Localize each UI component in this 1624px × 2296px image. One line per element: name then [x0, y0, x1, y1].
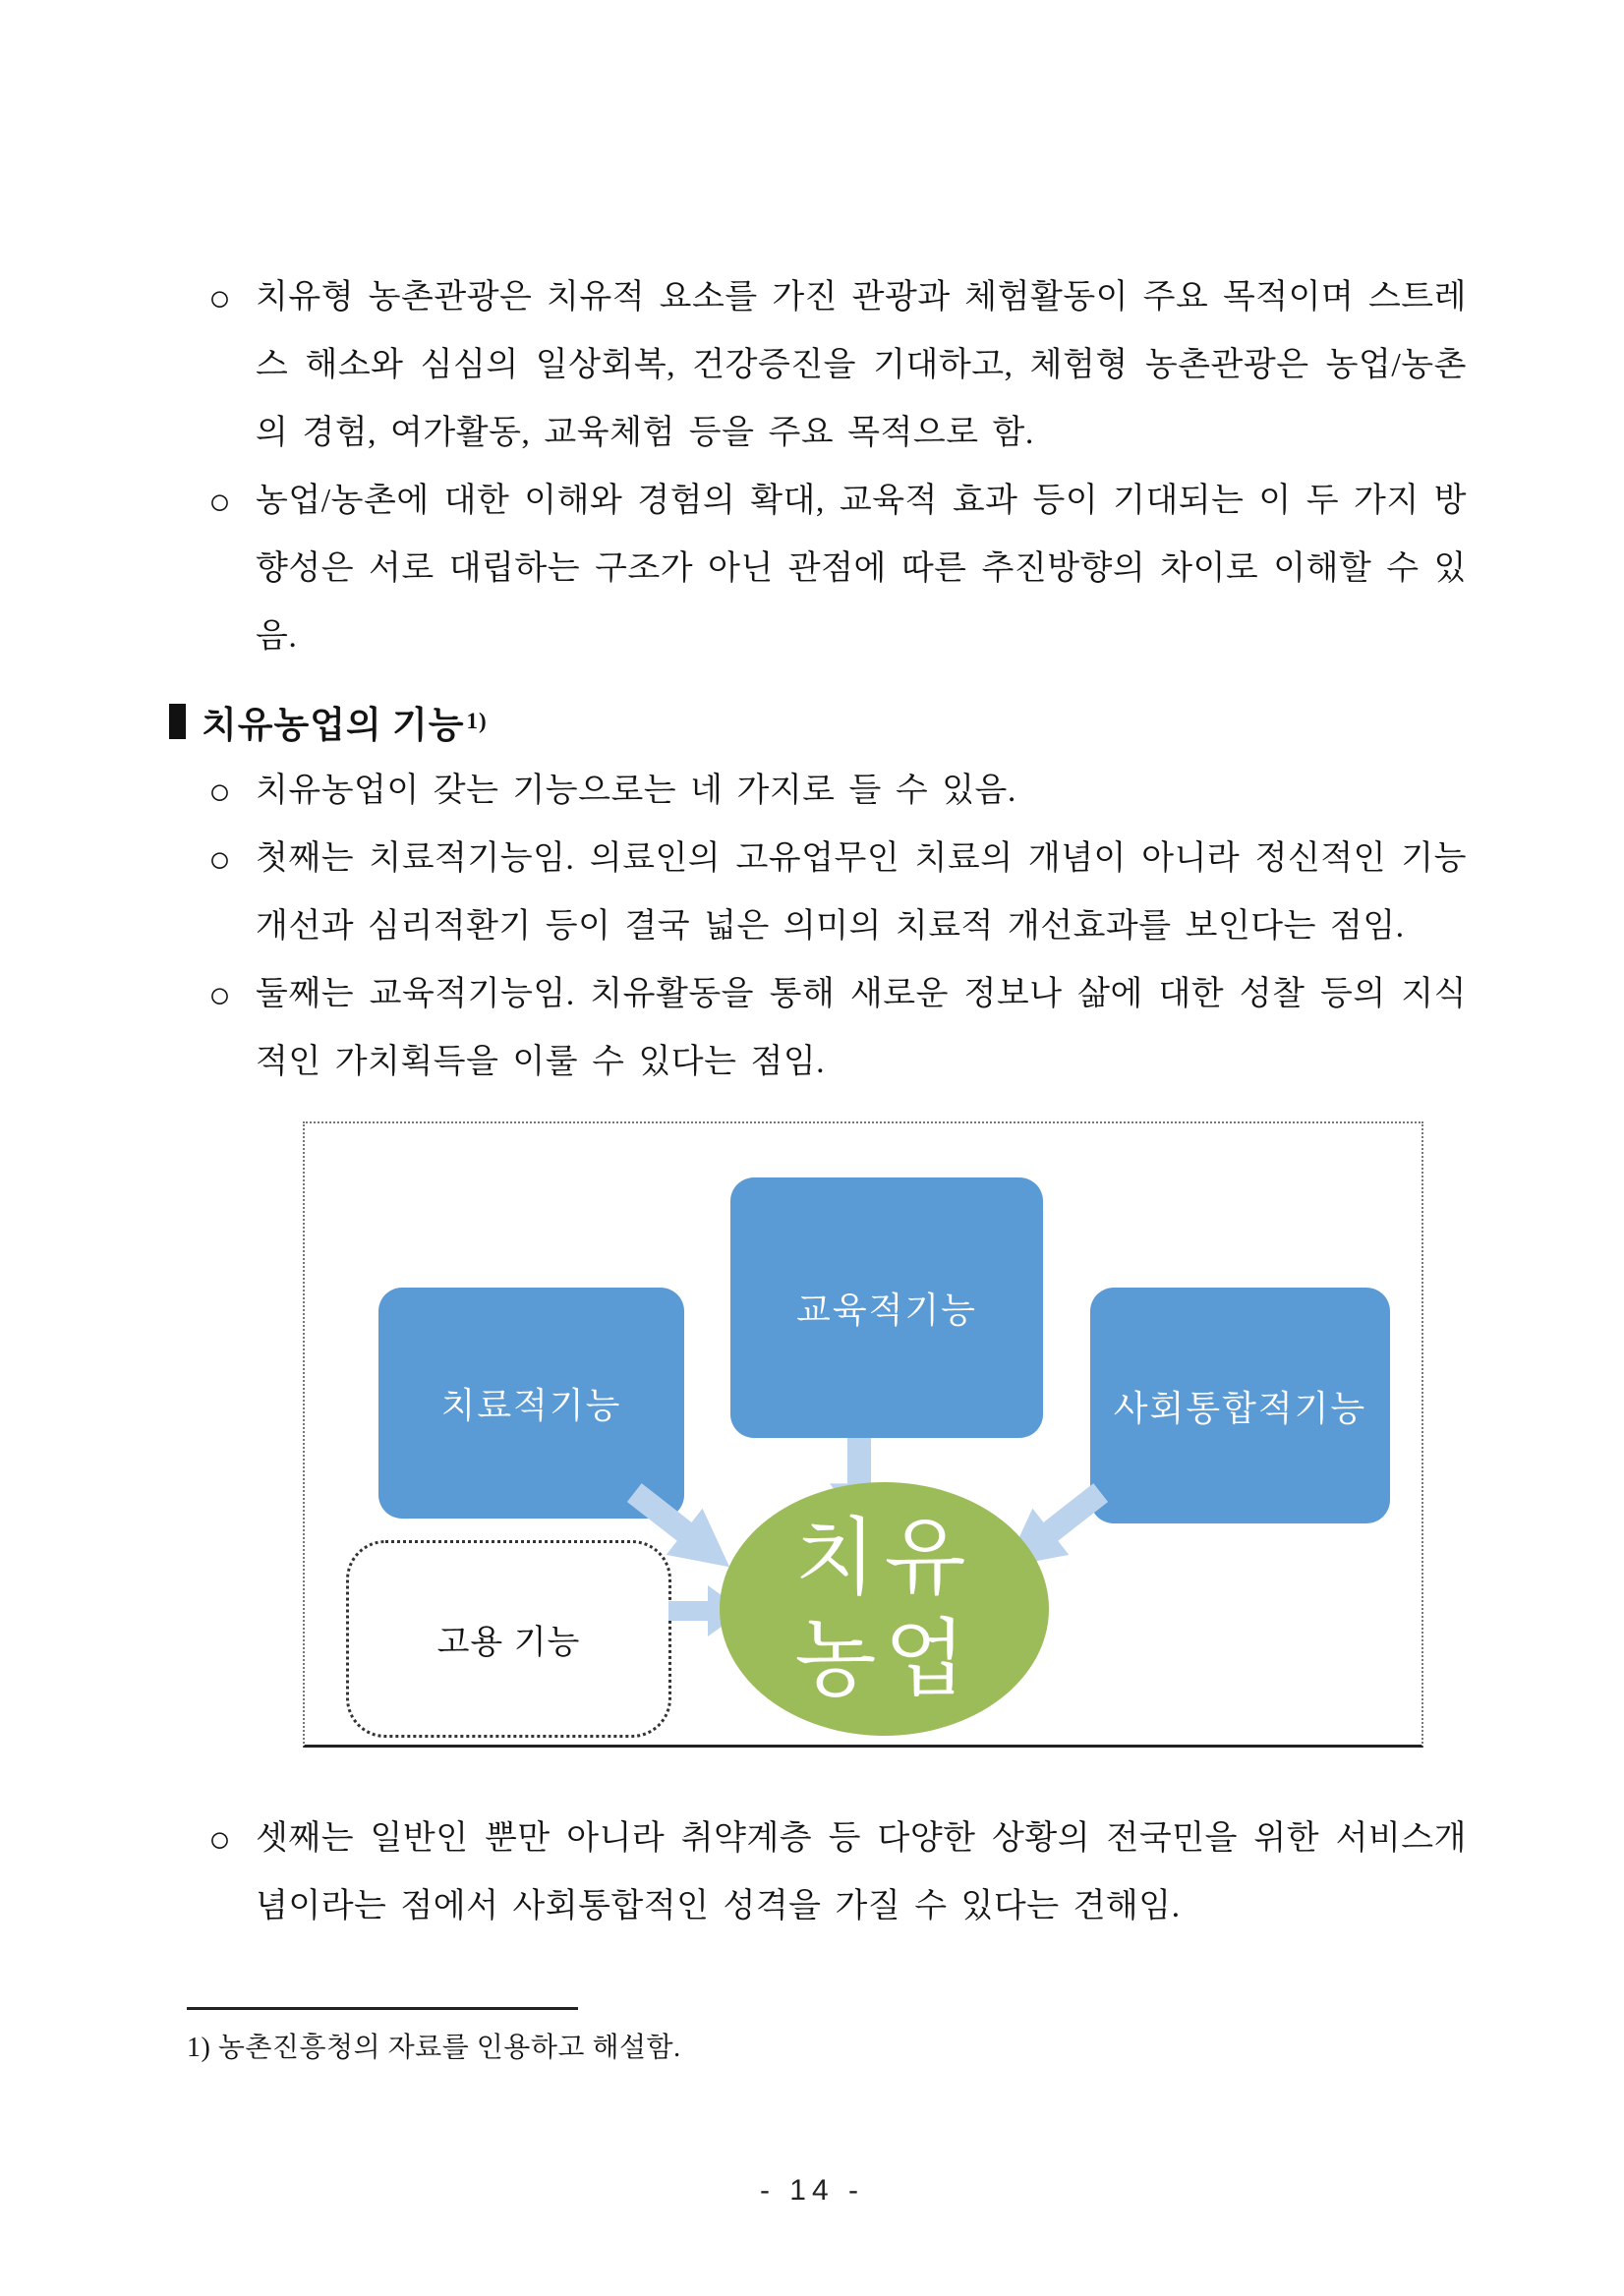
- diagram-box-label: 교육적기능: [796, 1290, 977, 1330]
- page-number: - 14 -: [759, 2174, 865, 2207]
- center-circle-label-line1: 치유: [794, 1510, 974, 1605]
- paragraph: [157, 960, 1467, 1096]
- section-marker-icon: [169, 704, 186, 739]
- bullet-circle-icon: ○: [208, 1819, 232, 1861]
- diagram-box-label: 고용 기능: [436, 1624, 581, 1661]
- section-header: [157, 686, 1467, 757]
- paragraph-text: 농업/농촌에 대한 이해와 경험의 확대, 교육적 효과 등이 기대되는 이 두 가지 방향성은 서로 대립하는 구조가 아닌 관점에 따른 추진방향의 차이로 이해할 수 있음.: [256, 483, 1467, 655]
- paragraph-text: 첫째는 치료적기능임. 의료인의 고유업무인 치료의 개념이 아니라 정신적인 기능개선과 심리적환기 등이 결국 넓은 의미의 치료적 개선효과를 보인다는 점임.: [256, 840, 1467, 945]
- page-content: [157, 0, 1467, 1940]
- paragraph: [157, 467, 1467, 670]
- diagram-box-label: 치료적기능: [440, 1385, 622, 1425]
- paragraph: [157, 825, 1467, 960]
- paragraph: [157, 263, 1467, 467]
- footnote-divider: [187, 2007, 578, 2010]
- diagram-box-social-integration-function: [1090, 1288, 1390, 1523]
- footnote: [187, 2007, 681, 2065]
- diagram-center-circle: [720, 1482, 1049, 1736]
- footnote-text: 1) 농촌진흥청의 자료를 인용하고 해설함.: [187, 2033, 681, 2063]
- healing-agriculture-functions-diagram: [303, 1121, 1423, 1748]
- bullet-circle-icon: ○: [208, 278, 232, 319]
- footnote-reference: 1): [466, 709, 488, 733]
- diagram-box-label: 사회통합적기능: [1113, 1387, 1367, 1428]
- diagram-box-educational-function: [730, 1177, 1043, 1438]
- paragraph-text: 셋째는 일반인 뿐만 아니라 취약계층 등 다양한 상황의 전국민을 위한 서비스개념이라는 점에서 사회통합적인 성격을 가질 수 있다는 견해임.: [256, 1820, 1467, 1924]
- center-circle-label-line2: 농업: [794, 1612, 974, 1706]
- diagram-box-employment-function: [346, 1540, 671, 1738]
- bullet-circle-icon: ○: [208, 839, 232, 881]
- bullet-circle-icon: ○: [208, 482, 232, 523]
- paragraph-text: 치유형 농촌관광은 치유적 요소를 가진 관광과 체험활동이 주요 목적이며 스트레스 해소와 심심의 일상회복, 건강증진을 기대하고, 체험형 농촌관광은 농업/농촌의 경험, 여가활동, 교육체험 등을 주요 목적으로 함.: [256, 279, 1467, 451]
- diagram-box-therapeutic-function: [378, 1288, 684, 1519]
- bullet-circle-icon: ○: [208, 772, 232, 813]
- paragraph: [157, 1805, 1467, 1940]
- paragraph-text: 치유농업이 갖는 기능으로는 네 가지로 들 수 있음.: [256, 773, 1016, 809]
- section-title: 치유농업의 기능: [202, 706, 465, 746]
- paragraph: [157, 757, 1467, 825]
- paragraph-text: 둘째는 교육적기능임. 치유활동을 통해 새로운 정보나 삶에 대한 성찰 등의 지식적인 가치획득을 이룰 수 있다는 점임.: [256, 976, 1467, 1080]
- bullet-circle-icon: ○: [208, 975, 232, 1016]
